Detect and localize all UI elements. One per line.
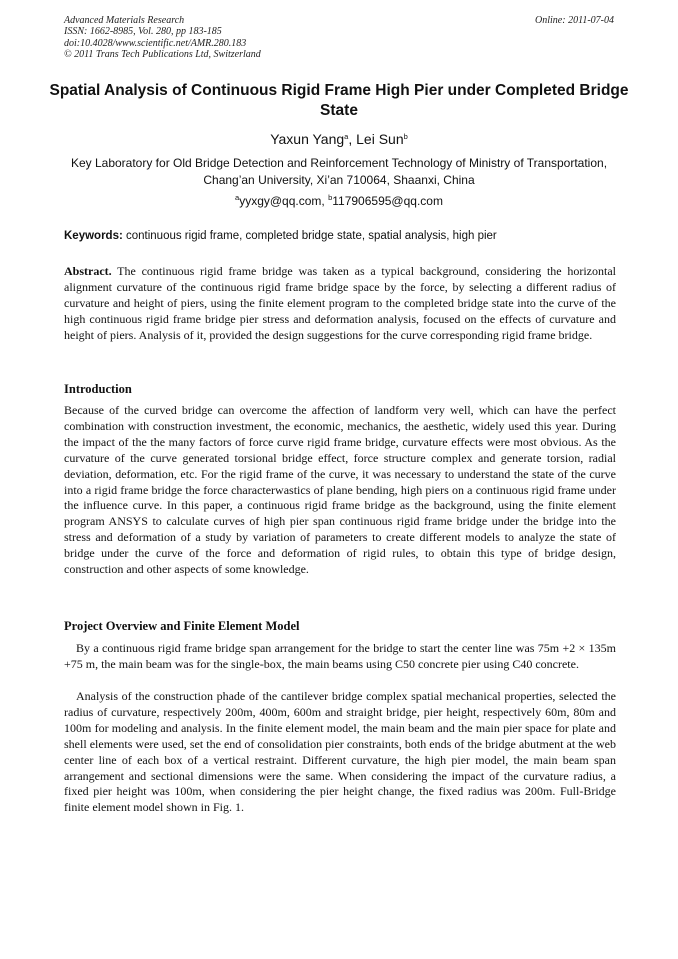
- author-separator: ,: [348, 131, 357, 147]
- email-marker: b: [328, 193, 333, 202]
- keywords: [64, 229, 616, 244]
- email-address: yyxgy@qq.com: [239, 194, 322, 208]
- author-affil-marker: b: [403, 132, 408, 141]
- project-heading: Project Overview and Finite Element Model: [64, 619, 300, 633]
- copyright: © 2011 Trans Tech Publications Ltd, Switzerland: [64, 48, 261, 60]
- introduction-text: Because of the curved bridge can overcome the affection of landform very well, which can have the perfect combination with construction investment, the economic, mechanics, the aesthetic, widely used this year. During the impact of the the many factors of force curve rigid frame bridge, curvature effects were most obvious. As the curvature of the curve generated torsional bridge effect, force structure complex and generate torsion, radial deviation, deformation, etc. For the rigid frame of the curve, it was necessary to understand the state of the curve into a rigid frame bridge the force characterwastics of plane bending, high piers on a continuous rigid frame under the influence curve. In this paper, a continuous rigid frame bridge as the background, using the finite element program ANSYS to calculate curves of high pier span continuous rigid frame bridge under the bridge into the stress and deformation of a study by variation of parameters to create different models to analyze the state of bridge under the curve of the force and deformation of rigid rules, to obtain this type of bridge design, construction and other aspects of some knowledge.: [64, 403, 616, 577]
- project-paragraph-2: Analysis of the construction phade of the cantilever bridge complex spatial mechanical properties, selected the radius of curvature, respectively 200m, 400m, 600m and straight bridge, pier height, respectively 60m, 80m and 100m for modeling and analysis. In the finite element model, the main beam and the main pier space for plate and shell elements were used, set the end of consolidation pier constraints, both ends of the bridge abutment at the web center line of each box of a vertical restraint. Different curvature, the high pier model, the main beam span arrangement and sectional dimensions were the same. When considering the impact of the curvature radius, a fixed pier height was 100m, when considering the pier height change, the fixed radius was 200m. Full-Bridge finite element model shown in Fig. 1.: [64, 689, 616, 815]
- email-address: 117906595@qq.com: [332, 194, 443, 208]
- abstract-label: Abstract.: [64, 264, 112, 278]
- author-name: Lei Sun: [356, 131, 404, 147]
- abstract-text: The continuous rigid frame bridge was taken as a typical background, considering the horizontal alignment curvature of the continuous rigid frame bridge space by the force, by selecting a different radius of curvature and height of piers, using the finite element program to the completed bridge state into the curve of the high continuous rigid frame bridge pier stress and deformation analysis, focused on the effects of curvature and height of piers. Analysis of it, provided the design suggestions for the curve corresponding rigid frame bridge.: [64, 264, 616, 342]
- project-paragraph-1: By a continuous rigid frame bridge span arrangement for the bridge to start the center line was 75m +2 × 135m +75 m, the main beam was for the single-box, the main beams using C50 concrete pier using C40 concrete.: [64, 641, 616, 671]
- journal-meta: [64, 15, 261, 60]
- introduction-heading: Introduction: [64, 382, 132, 396]
- doi: doi:10.4028/www.scientific.net/AMR.280.183: [64, 37, 247, 49]
- paper-title: Spatial Analysis of Continuous Rigid Frame High Pier under Completed Bridge State: [49, 82, 629, 119]
- author-affil-marker: a: [344, 132, 349, 141]
- authors: [40, 130, 638, 148]
- email-marker: a: [235, 193, 240, 202]
- email-separator: ,: [321, 194, 329, 208]
- online-date: Online: 2011-07-04: [535, 15, 614, 26]
- emails: [40, 193, 638, 209]
- author-name: Yaxun Yang: [270, 131, 345, 147]
- keywords-label: Keywords:: [64, 230, 123, 242]
- journal-name: Advanced Materials Research: [64, 15, 185, 26]
- abstract: [64, 264, 616, 344]
- keywords-text: continuous rigid frame, completed bridge state, spatial analysis, high pier: [122, 230, 497, 242]
- affiliation: Key Laboratory for Old Bridge Detection and Reinforcement Technology of Ministry of Transportation, Chang’an University, Xi’an 710064, Shaanxi, China: [70, 156, 608, 187]
- issn: ISSN: 1662-8985, Vol. 280, pp 183-185: [64, 26, 222, 38]
